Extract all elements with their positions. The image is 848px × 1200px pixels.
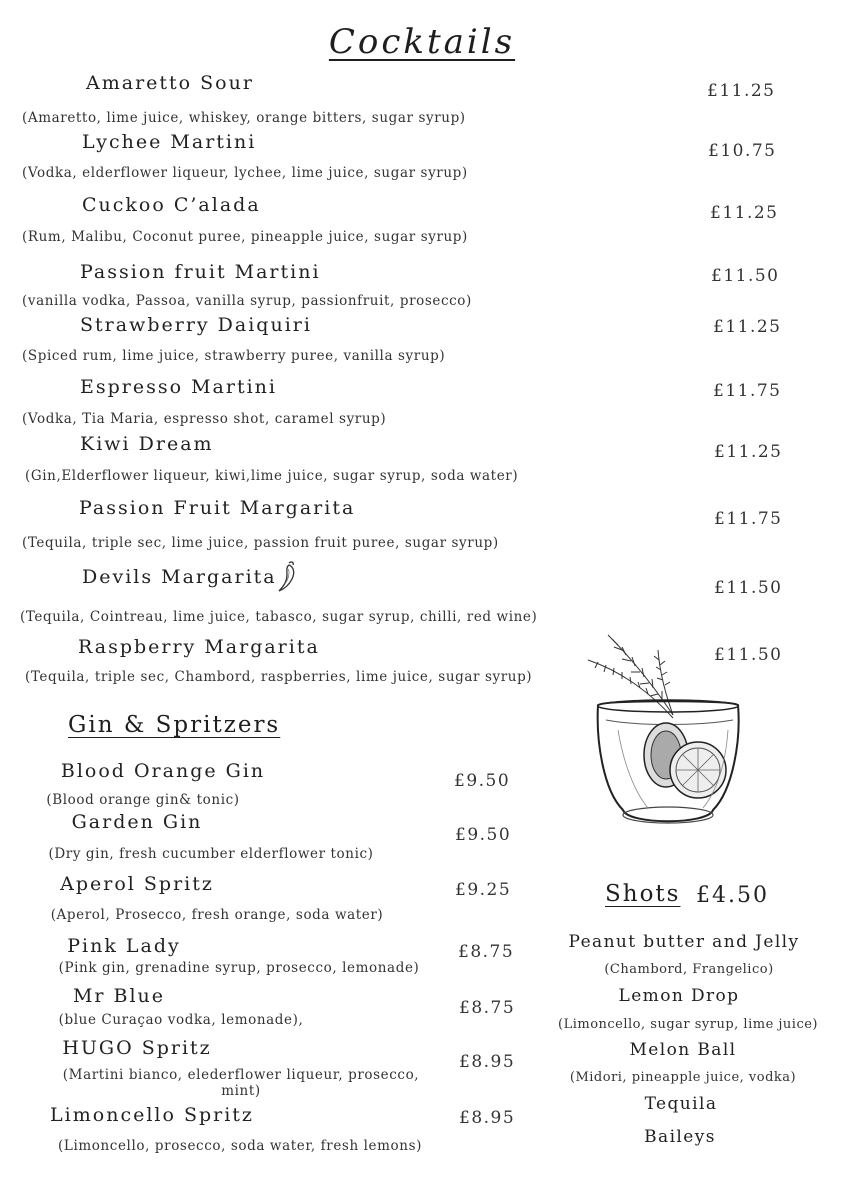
gin-section-title: Gin & Spritzers bbox=[68, 712, 281, 738]
gin-price: £9.50 bbox=[454, 771, 511, 791]
shot-name: Lemon Drop bbox=[618, 986, 740, 1006]
cocktail-price: £11.50 bbox=[714, 578, 783, 598]
cocktail-glass-illustration bbox=[578, 630, 758, 844]
cocktail-price: £11.75 bbox=[713, 381, 782, 401]
gin-desc: (Limoncello, prosecco, soda water, fresh lemons) bbox=[58, 1138, 422, 1154]
cocktail-price: £10.75 bbox=[708, 141, 777, 161]
gin-desc: (Pink gin, grenadine syrup, prosecco, lemonade) bbox=[58, 960, 420, 976]
gin-name: Aperol Spritz bbox=[60, 873, 214, 895]
shot-name: Melon Ball bbox=[629, 1040, 737, 1060]
gin-name: Garden Gin bbox=[71, 811, 203, 833]
gin-price: £8.75 bbox=[459, 998, 516, 1018]
shot-desc: (Midori, pineapple juice, vodka) bbox=[569, 1070, 797, 1085]
cocktail-name: Espresso Martini bbox=[80, 376, 277, 398]
gin-price: £8.95 bbox=[459, 1052, 516, 1072]
cocktail-desc: (Vodka, Tia Maria, espresso shot, caramel syrup) bbox=[22, 411, 387, 427]
cocktail-desc: (Tequila, triple sec, Chambord, raspberries, lime juice, sugar syrup) bbox=[25, 669, 533, 685]
gin-name: Limoncello Spritz bbox=[50, 1104, 254, 1126]
cocktail-price: £11.25 bbox=[714, 442, 783, 462]
shot-desc: (Chambord, Frangelico) bbox=[604, 962, 774, 977]
cocktail-name: Passion fruit Martini bbox=[80, 261, 321, 283]
gin-desc: (Blood orange gin& tonic) bbox=[46, 792, 240, 808]
cocktail-name: Strawberry Daiquiri bbox=[80, 314, 312, 336]
cocktail-price: £11.50 bbox=[714, 645, 783, 665]
cocktail-name: Raspberry Margarita bbox=[78, 636, 320, 658]
shot-name: Baileys bbox=[644, 1127, 716, 1147]
cocktail-price: £11.25 bbox=[713, 317, 782, 337]
gin-price: £9.25 bbox=[455, 880, 512, 900]
cocktail-desc: (Vodka, elderflower liqueur, lychee, lime juice, sugar syrup) bbox=[22, 165, 468, 181]
cocktail-desc: (Tequila, Cointreau, lime juice, tabasco, sugar syrup, chilli, red wine) bbox=[20, 609, 538, 625]
gin-name: Blood Orange Gin bbox=[60, 760, 266, 782]
cocktail-desc: (Rum, Malibu, Coconut puree, pineapple juice, sugar syrup) bbox=[22, 229, 468, 245]
gin-desc: (Aperol, Prosecco, fresh orange, soda water) bbox=[50, 907, 384, 923]
cocktail-desc: (Spiced rum, lime juice, strawberry puree, vanilla syrup) bbox=[22, 348, 446, 364]
cocktail-price: £11.25 bbox=[710, 203, 779, 223]
cocktail-name: Cuckoo C’alada bbox=[82, 194, 261, 216]
gin-price: £8.95 bbox=[459, 1108, 516, 1128]
cocktail-desc: (Gin,Elderflower liqueur, kiwi,lime juice, sugar syrup, soda water) bbox=[25, 468, 519, 484]
cocktail-name: Amaretto Sour bbox=[86, 72, 254, 94]
cocktail-name: Kiwi Dream bbox=[80, 433, 214, 455]
cocktail-name: Passion Fruit Margarita bbox=[79, 497, 356, 519]
page-title: Cocktails bbox=[328, 22, 516, 62]
cocktail-name: Devils Margarita bbox=[82, 566, 277, 588]
cocktail-price: £11.50 bbox=[711, 266, 780, 286]
cocktail-desc: (Amaretto, lime juice, whiskey, orange bitters, sugar syrup) bbox=[22, 110, 466, 126]
shots-price: £4.50 bbox=[696, 883, 769, 908]
cocktail-desc: (Tequila, triple sec, lime juice, passion fruit puree, sugar syrup) bbox=[22, 535, 499, 551]
gin-name: Pink Lady bbox=[67, 935, 181, 957]
chilli-icon bbox=[276, 560, 302, 598]
gin-desc: (blue Curaçao vodka, lemonade), bbox=[58, 1012, 304, 1028]
shot-name: Peanut butter and Jelly bbox=[568, 932, 800, 952]
cocktail-desc: (vanilla vodka, Passoa, vanilla syrup, passionfruit, prosecco) bbox=[22, 293, 472, 309]
cocktail-price: £11.25 bbox=[707, 81, 776, 101]
shots-section-title: Shots bbox=[605, 881, 681, 907]
cocktail-price: £11.75 bbox=[714, 509, 783, 529]
cocktail-name: Lychee Martini bbox=[82, 131, 257, 153]
shot-desc: (Limoncello, sugar syrup, lime juice) bbox=[558, 1017, 818, 1032]
shot-name: Tequila bbox=[644, 1094, 718, 1114]
gin-price: £8.75 bbox=[458, 942, 515, 962]
gin-desc: (Dry gin, fresh cucumber elderflower tonic) bbox=[48, 846, 374, 862]
gin-name: Mr Blue bbox=[72, 985, 166, 1007]
gin-price: £9.50 bbox=[455, 825, 512, 845]
gin-desc: (Martini bianco, elederflower liqueur, prosecco, mint) bbox=[62, 1067, 420, 1099]
gin-name: HUGO Spritz bbox=[62, 1037, 212, 1059]
